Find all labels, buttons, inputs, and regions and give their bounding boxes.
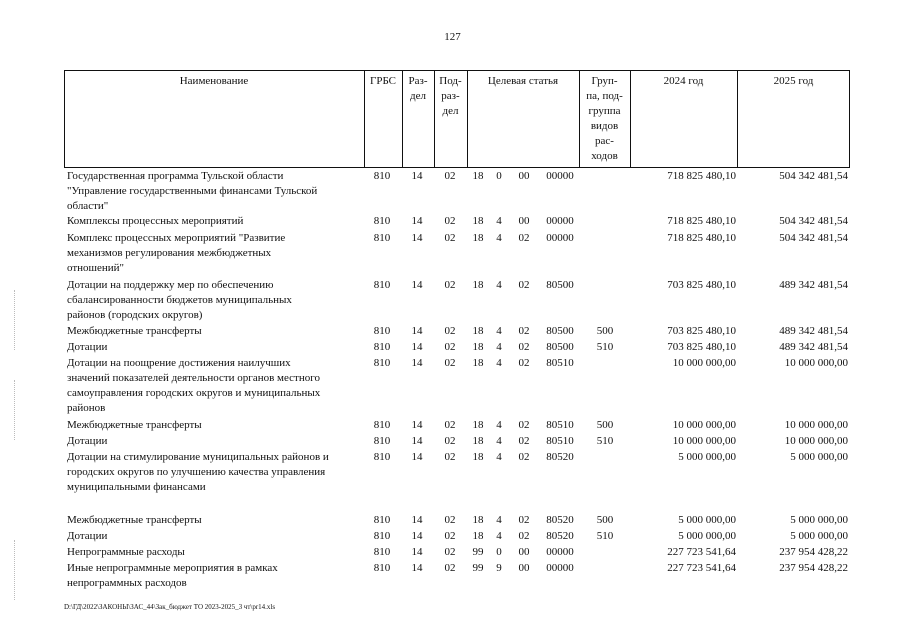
cell-cs-program: 18 [472,341,484,353]
cell-cs-direction: 80500 [546,341,574,353]
cell-amount-2024: 10 000 000,00 [672,357,736,369]
cell-podrazdel: 02 [444,530,456,542]
cell-grbs: 810 [373,546,391,558]
cell-cs-direction: 00000 [546,232,574,244]
cell-podrazdel: 02 [444,562,456,574]
cell-cs-program: 99 [472,562,484,574]
cell-cs-subprogram: 00 [518,546,530,558]
cell-amount-2025: 5 000 000,00 [790,530,848,542]
cell-podrazdel: 02 [444,325,456,337]
cell-cs-subprogram: 02 [518,341,530,353]
cell-cs-type: 9 [496,562,502,574]
cell-razdel: 14 [411,530,423,542]
row-name: Дотации [67,341,108,353]
cell-amount-2025: 5 000 000,00 [790,451,848,463]
cell-amount-2024: 5 000 000,00 [678,451,736,463]
cell-podrazdel: 02 [444,514,456,526]
cell-vr: 510 [596,530,614,542]
cell-grbs: 810 [373,232,391,244]
cell-podrazdel: 02 [444,232,456,244]
cell-cs-subprogram: 02 [518,435,530,447]
cell-amount-2024: 718 825 480,10 [667,170,736,182]
cell-cs-subprogram: 00 [518,170,530,182]
row-name: Дотации на стимулирование муниципальных районов и городских округов по улучшению качества управления муниципальными финансами [67,451,329,493]
margin-mark [14,380,15,440]
cell-razdel: 14 [411,419,423,431]
cell-amount-2025: 489 342 481,54 [779,341,848,353]
cell-cs-direction: 00000 [546,546,574,558]
cell-amount-2025: 489 342 481,54 [779,325,848,337]
header-name: Наименование [179,75,249,87]
cell-cs-subprogram: 02 [518,514,530,526]
cell-grbs: 810 [373,279,391,291]
cell-cs-direction: 80510 [546,435,574,447]
cell-cs-subprogram: 00 [518,215,530,227]
cell-cs-type: 4 [496,215,502,227]
cell-cs-subprogram: 02 [518,451,530,463]
cell-amount-2024: 703 825 480,10 [667,279,736,291]
cell-cs-program: 18 [472,419,484,431]
cell-amount-2025: 504 342 481,54 [779,232,848,244]
cell-amount-2025: 237 954 428,22 [779,562,848,574]
cell-cs-subprogram: 02 [518,232,530,244]
cell-grbs: 810 [373,215,391,227]
cell-cs-program: 18 [472,215,484,227]
header-razdel: Раз- дел [408,75,428,102]
cell-amount-2025: 5 000 000,00 [790,514,848,526]
cell-vr: 500 [596,419,614,431]
cell-amount-2024: 10 000 000,00 [672,419,736,431]
row-name: Дотации [67,530,108,542]
cell-razdel: 14 [411,325,423,337]
cell-cs-subprogram: 02 [518,419,530,431]
cell-grbs: 810 [373,357,391,369]
margin-mark [14,290,15,350]
header-2024: 2024 год [663,75,704,87]
cell-grbs: 810 [373,451,391,463]
cell-podrazdel: 02 [444,279,456,291]
row-name: Иные непрограммные мероприятия в рамках непрограммных расходов [67,562,278,589]
cell-podrazdel: 02 [444,341,456,353]
cell-grbs: 810 [373,514,391,526]
cell-razdel: 14 [411,279,423,291]
cell-cs-program: 99 [472,546,484,558]
cell-amount-2025: 504 342 481,54 [779,170,848,182]
row-name: Государственная программа Тульской области "Управление государственными финансами Тульской области" [67,170,318,212]
cell-amount-2024: 703 825 480,10 [667,341,736,353]
cell-amount-2025: 504 342 481,54 [779,215,848,227]
cell-cs-type: 4 [496,325,502,337]
cell-cs-subprogram: 02 [518,325,530,337]
cell-cs-type: 4 [496,419,502,431]
cell-razdel: 14 [411,357,423,369]
row-name: Дотации [67,435,108,447]
cell-cs-subprogram: 02 [518,279,530,291]
cell-razdel: 14 [411,514,423,526]
cell-podrazdel: 02 [444,170,456,182]
cell-grbs: 810 [373,341,391,353]
cell-cs-type: 4 [496,341,502,353]
cell-cs-type: 4 [496,357,502,369]
cell-vr: 510 [596,341,614,353]
cell-podrazdel: 02 [444,419,456,431]
cell-razdel: 14 [411,215,423,227]
cell-cs-type: 4 [496,530,502,542]
cell-amount-2025: 10 000 000,00 [784,357,848,369]
row-name: Межбюджетные трансферты [67,325,202,337]
cell-razdel: 14 [411,546,423,558]
cell-cs-program: 18 [472,279,484,291]
cell-razdel: 14 [411,341,423,353]
cell-cs-type: 4 [496,232,502,244]
margin-mark [14,540,15,600]
cell-podrazdel: 02 [444,435,456,447]
cell-cs-program: 18 [472,435,484,447]
row-name: Межбюджетные трансферты [67,419,202,431]
cell-cs-type: 4 [496,435,502,447]
cell-razdel: 14 [411,562,423,574]
header-grbs: ГРБС [369,75,397,87]
cell-cs-program: 18 [472,451,484,463]
cell-amount-2024: 718 825 480,10 [667,232,736,244]
cell-cs-direction: 80520 [546,451,574,463]
cell-cs-program: 18 [472,170,484,182]
cell-cs-direction: 80520 [546,514,574,526]
cell-razdel: 14 [411,232,423,244]
cell-amount-2024: 5 000 000,00 [678,530,736,542]
cell-cs-program: 18 [472,232,484,244]
cell-cs-program: 18 [472,357,484,369]
cell-cs-subprogram: 00 [518,562,530,574]
cell-grbs: 810 [373,562,391,574]
cell-cs-type: 4 [496,451,502,463]
cell-cs-direction: 80520 [546,530,574,542]
cell-cs-direction: 80500 [546,325,574,337]
row-name: Комплексы процессных мероприятий [67,215,244,227]
cell-grbs: 810 [373,419,391,431]
cell-amount-2025: 489 342 481,54 [779,279,848,291]
row-name: Межбюджетные трансферты [67,514,202,526]
cell-grbs: 810 [373,325,391,337]
cell-cs-type: 4 [496,514,502,526]
cell-cs-type: 0 [496,546,502,558]
cell-cs-direction: 80510 [546,419,574,431]
cell-cs-direction: 80500 [546,279,574,291]
row-name: Комплекс процессных мероприятий "Развитие механизмов регулирования межбюджетных отношений" [67,232,286,274]
cell-cs-direction: 00000 [546,170,574,182]
cell-cs-program: 18 [472,325,484,337]
page-number: 127 [444,31,461,43]
cell-amount-2025: 237 954 428,22 [779,546,848,558]
cell-amount-2024: 227 723 541,64 [667,546,736,558]
cell-podrazdel: 02 [444,546,456,558]
header-gruppa-vidov-rashodov: Груп- па, под- группа видов рас- ходов [586,75,623,162]
cell-amount-2025: 10 000 000,00 [784,435,848,447]
cell-cs-program: 18 [472,530,484,542]
cell-podrazdel: 02 [444,215,456,227]
cell-cs-direction: 00000 [546,215,574,227]
cell-amount-2024: 703 825 480,10 [667,325,736,337]
header-2025: 2025 год [773,75,814,87]
cell-grbs: 810 [373,170,391,182]
cell-vr: 500 [596,514,614,526]
cell-cs-type: 0 [496,170,502,182]
cell-amount-2024: 718 825 480,10 [667,215,736,227]
cell-grbs: 810 [373,435,391,447]
cell-podrazdel: 02 [444,451,456,463]
row-name: Дотации на поддержку мер по обеспечению сбалансированности бюджетов муниципальных районов (городских округов) [67,279,292,321]
cell-amount-2024: 5 000 000,00 [678,514,736,526]
cell-razdel: 14 [411,435,423,447]
row-name: Дотации на поощрение достижения наилучших значений показателей деятельности органов местного самоуправления городских округов и муниципальных районов [67,357,321,414]
cell-cs-direction: 00000 [546,562,574,574]
cell-razdel: 14 [411,451,423,463]
cell-cs-subprogram: 02 [518,357,530,369]
cell-amount-2024: 10 000 000,00 [672,435,736,447]
cell-cs-program: 18 [472,514,484,526]
cell-amount-2024: 227 723 541,64 [667,562,736,574]
cell-amount-2025: 10 000 000,00 [784,419,848,431]
cell-vr: 510 [596,435,614,447]
cell-vr: 500 [596,325,614,337]
cell-cs-subprogram: 02 [518,530,530,542]
cell-cs-type: 4 [496,279,502,291]
file-path-footer: D:\ГД\2022\ЗАКОНЫ\ЗАС_44\Зак_бюджет ТО 2023-2025_3 чт\pr14.xls [64,603,276,611]
header-podrazdel: Под- раз- дел [439,75,462,117]
cell-razdel: 14 [411,170,423,182]
cell-podrazdel: 02 [444,357,456,369]
cell-cs-direction: 80510 [546,357,574,369]
cell-grbs: 810 [373,530,391,542]
header-celevaya-statya: Целевая статья [487,75,559,87]
row-name: Непрограммные расходы [67,546,185,558]
